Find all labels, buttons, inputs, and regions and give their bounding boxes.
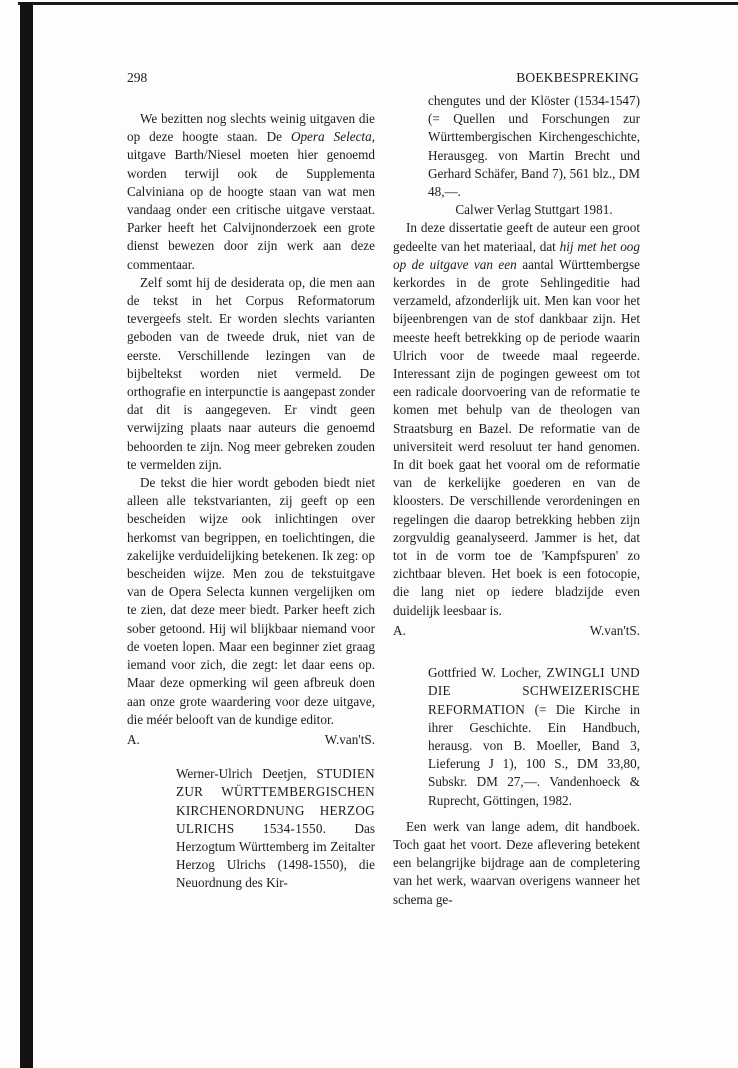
- scan-top-border: [18, 2, 738, 5]
- running-head: BOEKBESPREKING: [516, 70, 639, 85]
- left-paragraph-3: De tekst die hier wordt geboden biedt niet alleen alle tekstvarianten, zij geeft op een bescheiden wijze ook inlichtingen over herkomst van begrippen, en toelichtingen, die zakelijke verduidelijking betekenen. Ik zeg: op bescheiden wijze. Men zou de tekstuitgave van de Opera Selecta kunnen vergelijken om te zien, dat deze meer biedt. Parker heeft zich sober getoond. Hij wil blijkbaar niemand voor de voeten lopen. Maar een beginner ziet graag iemand voor zich, die zegt: let daar eens op. Maar deze opmerking wil geen afbreuk doen aan onze grote waardering voor deze uitgave, die méér belooft van de kundige editor.: [127, 475, 375, 727]
- book-title-2: ZWINGLI UND DIE SCHWEIZERISCHE REFORMATION: [428, 665, 640, 717]
- book-reference-1-continued: chengutes und der Klöster (1534-1547) (= Quellen und Forschungen zur Württembergischen Kirchengeschichte, Herausgeg. von Martin Brecht und Gerhard Schäfer, Band 7), 561 blz., DM 48,—.: [428, 93, 640, 200]
- right-column: [393, 92, 640, 909]
- book-reference-2: Gottfried W. Locher, ZWINGLI UND DIE SCHWEIZERISCHE REFORMATION (= Die Kirche in ihrer Geschichte. Ein Handbuch, herausg. von B. Moeller, Band 3, Lieferung J 1), 100 S., DM 33,80, Subskr. DM 27,—. Vandenhoeck & Ruprecht, Göttingen, 1982.: [428, 665, 640, 808]
- reviewer-signature: [127, 731, 375, 749]
- left-paragraph-2: Zelf somt hij de desiderata op, die men aan de tekst in het Corpus Reformatorum tevergeefs stelt. Er worden slechts varianten geboden van de tweede druk, niet van de eerste. Verschillende lezingen van de bijbeltekst worden niet vermeld. De orthografie en interpunctie is aangepast zonder dat dit is aangegeven. Er vindt geen verwijzing plaats naar auteurs die genoemd behoorden te zijn. Nog meer gebreken zouden te vermelden zijn.: [127, 274, 375, 472]
- left-paragraph-1: We bezitten nog slechts weinig uitgaven die op deze hoogte staan. De Opera Selecta, uitgave Barth/Niesel moeten hier genoemd worden terwijl ook de Supplementa Calviniana op de hoogte staan van wat men vandaag onder een critische uitgave verstaat. Parker heeft het Calvijnonderzoek een grote dienst bewezen door zijn werk aan deze commentaar.: [127, 111, 375, 272]
- page-number: 298: [127, 70, 148, 85]
- signature-name-2: W.van'tS.: [589, 622, 640, 638]
- book-title-1: STUDIEN ZUR WÜRTTEMBERGISCHEN KIRCHENORDNUNG HERZOG ULRICHS 1534-1550.: [176, 766, 375, 836]
- book-publisher-1: Calwer Verlag Stuttgart 1981.: [455, 202, 613, 218]
- signature-initial: A.: [127, 731, 140, 747]
- right-paragraph-1: In deze dissertatie geeft de auteur een groot gedeelte van het materiaal, dat hij met het oog op de uitgave van een aantal Württembergse kerkordes in de grote Sehlingeditie had verzameld, afzonderlijk uit. Men kan voor het bijeenbrengen van de stof dankbaar zijn. Het meeste heeft betrekking op de periode waarin Ulrich voor de tweede maal regeerde. Interessant zijn de pogingen geweest om tot een radicale doorvoering van de reformatie te komen met behulp van de theologen van Straatsburg en Bazel. De reformatie van de universiteit werd resoluut ter hand genomen. In dit boek gaat het vooral om de reformatie van de kerkelijke goederen en van de kloosters. De verschillende verordeningen en regelingen die daarop betrekking hebben zijn zorgvuldig geanalyseerd. Jammer is het, dat tot in de vorm toe de 'Kampfspuren' zo zichtbaar bleven. Het boek is een fotocopie, die lang niet op iedere bladzijde even duidelijk leesbaar is.: [393, 220, 640, 618]
- right-paragraph-2: Een werk van lange adem, dit handboek. Toch gaat het voort. Deze aflevering betekent een belangrijke bijdrage aan de completering van het werk, waarvan overigens wanneer het schema ge-: [393, 818, 640, 907]
- scan-left-border: [20, 2, 33, 1068]
- italic-phrase: hij met het oog op de uitgave van een: [393, 238, 640, 272]
- reviewer-signature-2: [393, 622, 640, 640]
- book-reference-1: Werner-Ulrich Deetjen, STUDIEN ZUR WÜRTTEMBERGISCHEN KIRCHENORDNUNG HERZOG ULRICHS 1534-1550. Das Herzogtum Württemberg im Zeitalter Herzog Ulrichs (1498-1550), die Neuordnung des Kir-: [176, 766, 375, 891]
- page-header: [127, 70, 639, 92]
- italic-title: Opera Selecta,: [290, 129, 375, 145]
- left-column: [127, 110, 375, 893]
- signature-name: W.van'tS.: [324, 731, 375, 747]
- signature-initial-2: A.: [393, 622, 406, 638]
